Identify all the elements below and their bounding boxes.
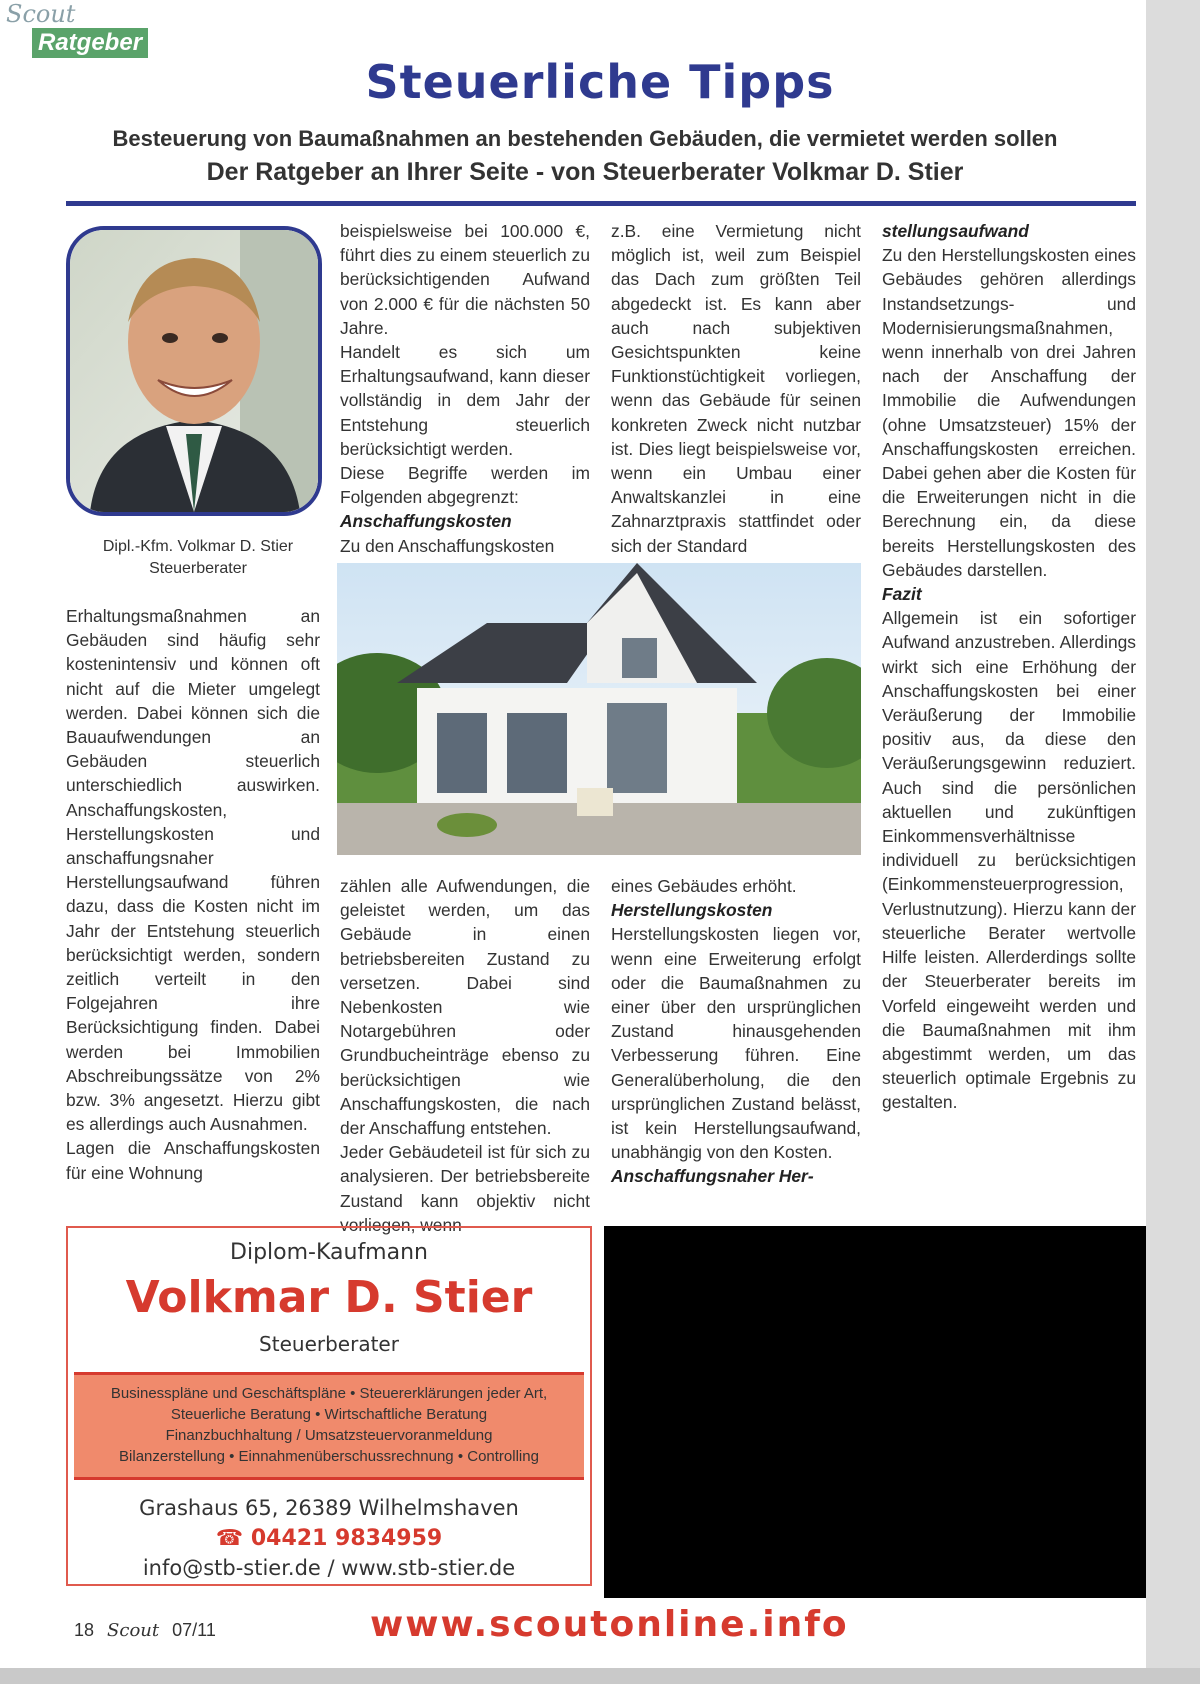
ad-role: Steuerberater (259, 1332, 399, 1356)
subtitle-topic: Besteuerung von Baumaßnahmen an bestehenden Gebäuden, die vermietet werden sollen (112, 126, 1058, 151)
ad-phone (68, 1526, 590, 1551)
paragraph: Lagen die Anschaffungskosten für eine Wohnung (66, 1138, 320, 1183)
section-heading: Anschaffungsnaher Her- (611, 1166, 814, 1187)
author-portrait-photo (66, 226, 322, 516)
page-title: Steuerliche Tipps (365, 55, 835, 109)
paragraph: Zu den Herstellungskosten eines Gebäudes gehören allerdings Instandsetzungs- und Modernisierungsmaßnahmen, wenn innerhalb von drei Jahren nach der Anschaffung der Immobilie die Aufwendungen (ohne Umsatzsteuer) 15% der Anschaffungskosten erreichen. Dabei gehen aber die Kosten für die Erweiterungen nicht in die Berechnung ein, da diese bereits Herstellungskosten des Gebäudes darstellen. (882, 245, 1136, 580)
footer-strip (0, 1668, 1200, 1684)
ad-service-line: Finanzbuchhaltung / Umsatzsteuervoranmeldung (165, 1427, 493, 1444)
phone-icon: ☎ (215, 1526, 244, 1551)
ad-service-line: Businesspläne und Geschäftspläne • Steuererklärungen jeder Art, (110, 1385, 548, 1402)
paragraph: Herstellungskosten liegen vor, wenn eine Erweiterung erfolgt oder die Baumaßnahmen zu einer über den ursprünglichen Zustand hinausgehenden Verbesserung führen. Eine Generalüberholung, die den ursprünglichen Zustand belässt, ist kein Herstellungsaufwand, unabhängig von den Kosten. (611, 924, 861, 1163)
paragraph: Jeder Gebäudeteil ist für sich zu analysieren. Der betriebsbereite Zustand kann objektiv nicht vorliegen, wenn (340, 1142, 590, 1235)
header-rule (66, 201, 1136, 206)
caption-role: Steuerberater (149, 560, 247, 577)
paragraph: eines Gebäudes erhöht. (611, 876, 797, 896)
paragraph: Handelt es sich um Erhaltungsaufwand, kann dieser vollständig in dem Jahr der Entstehung steuerlich berücksichtigt werden. (340, 342, 590, 459)
article-column-2-bottom (340, 874, 590, 1237)
footer-brand: Scout (107, 1620, 160, 1641)
ad-service-line: Steuerliche Beratung • Wirtschaftliche Beratung (170, 1406, 488, 1423)
paragraph: zählen alle Aufwendungen, die geleistet werden, um das Gebäude in einen betriebsbereiten Zustand zu versetzen. Dabei sind Nebenkosten wie Notargebühren oder Grundbucheinträge ebenso zu berücksichtigen wie Anschaffungskosten, die nach der Anschaffung entstehen. (340, 876, 590, 1139)
article-column-4 (882, 219, 1136, 1115)
paragraph: z.B. eine Vermietung nicht möglich ist, weil zum Beispiel das Dach zum größten Teil abgedeckt ist. Es kann aber auch nach subjektiven Gesichtspunkten keine Funktionstüchtigkeit vorliegen, wenn das Gebäude für seinen konkreten Zweck nicht nutzbar ist. Dies liegt beispielsweise vor, wenn ein Umbau einer Anwaltskanzlei in eine Zahnarztpraxis stattfindet oder sich der Standard (611, 221, 861, 556)
brand-ratgeber-label: Ratgeber (32, 28, 148, 58)
article-column-1 (66, 604, 320, 1185)
ad-services-band (74, 1372, 584, 1480)
paragraph: Diese Begriffe werden im Folgenden abgegrenzt: (340, 463, 590, 508)
section-heading: stellungsaufwand (882, 221, 1029, 241)
ad-service-line: Bilanzerstellung • Einnahmenüberschussrechnung • Controlling (119, 1448, 539, 1465)
ad-degree: Diplom-Kaufmann (230, 1240, 428, 1265)
article-column-3-bottom (611, 874, 861, 1189)
subtitle-author: Der Ratgeber an Ihrer Seite - von Steuerberater Volkmar D. Stier (206, 158, 964, 186)
house-photo (337, 563, 861, 855)
page-gutter (1146, 0, 1200, 1684)
ad-web-contact: info@stb-stier.de / www.stb-stier.de (142, 1556, 516, 1580)
article-column-2-top (340, 219, 590, 558)
section-heading: Anschaffungskosten (340, 511, 512, 532)
section-heading: Herstellungskosten (611, 900, 773, 921)
caption-name: Dipl.-Kfm. Volkmar D. Stier (102, 538, 294, 555)
paragraph: Allgemein ist ein sofortiger Aufwand anzustreben. Allerdings wirkt sich eine Erhöhung der Anschaffungskosten bei einer Veräußerung der Immobilie positiv aus, da diese den Veräußerungsgewinn reduziert. Auch sind die persönlichen aktuellen und zukünftigen Einkommensverhältnisse individuell zu berücksichtigen (Einkommensteuerprogression, Verlustnutzung). Hierzu kann der steuerliche Berater wertvolle Hilfe leisten. Allerderdings sollte der Steuerberater bereits im Vorfeld eingeweiht werden und die Baumaßnahmen mit ihm abgestimmt werden, um das steuerlich optimale Ergebnis zu gestalten. (882, 608, 1136, 1113)
article-column-3-top (611, 219, 861, 558)
paragraph: beispielsweise bei 100.000 €, führt dies zu einem steuerlich zu berücksichtigenden Aufwand von 2.000 € für die nächsten 50 Jahre. (340, 221, 590, 338)
portrait-caption (66, 536, 330, 580)
ad-address: Grashaus 65, 26389 Wilhelmshaven (139, 1496, 519, 1520)
ad-phone-number: 04421 9834959 (250, 1526, 443, 1551)
footer-issue: 07/11 (172, 1620, 216, 1640)
footer-page-info (74, 1620, 216, 1641)
advertisement-box (66, 1226, 592, 1586)
brand-scout-logo: Scout (6, 0, 76, 28)
paragraph: Erhaltungsmaßnahmen an Gebäuden sind häufig sehr kostenintensiv und können oft nicht auf die Mieter umgelegt werden. Dabei können sich die Bauaufwendungen an Gebäuden steuerlich unterschiedlich auswirken. Anschaffungskosten, Herstellungskosten und anschaffungsnaher Herstellungsaufwand führen dazu, dass die Kosten nicht im Jahr der Entstehung steuerlich berücksichtigt werden, sondern zeitlich verteilt in den Folgejahren ihre Berücksichtigung finden. Dabei werden bei Immobilien Abschreibungssätze von 2% bzw. 3% angesetzt. Hierzu gibt es allerdings auch Ausnahmen. (66, 606, 320, 1135)
page-number: 18 (74, 1620, 95, 1640)
redacted-black-area (604, 1226, 1146, 1598)
ad-name: Volkmar D. Stier (125, 1272, 533, 1323)
section-heading: Fazit (882, 584, 922, 605)
paragraph: Zu den Anschaffungskosten (340, 535, 555, 556)
footer-website: www.scoutonline.info (370, 1604, 849, 1645)
